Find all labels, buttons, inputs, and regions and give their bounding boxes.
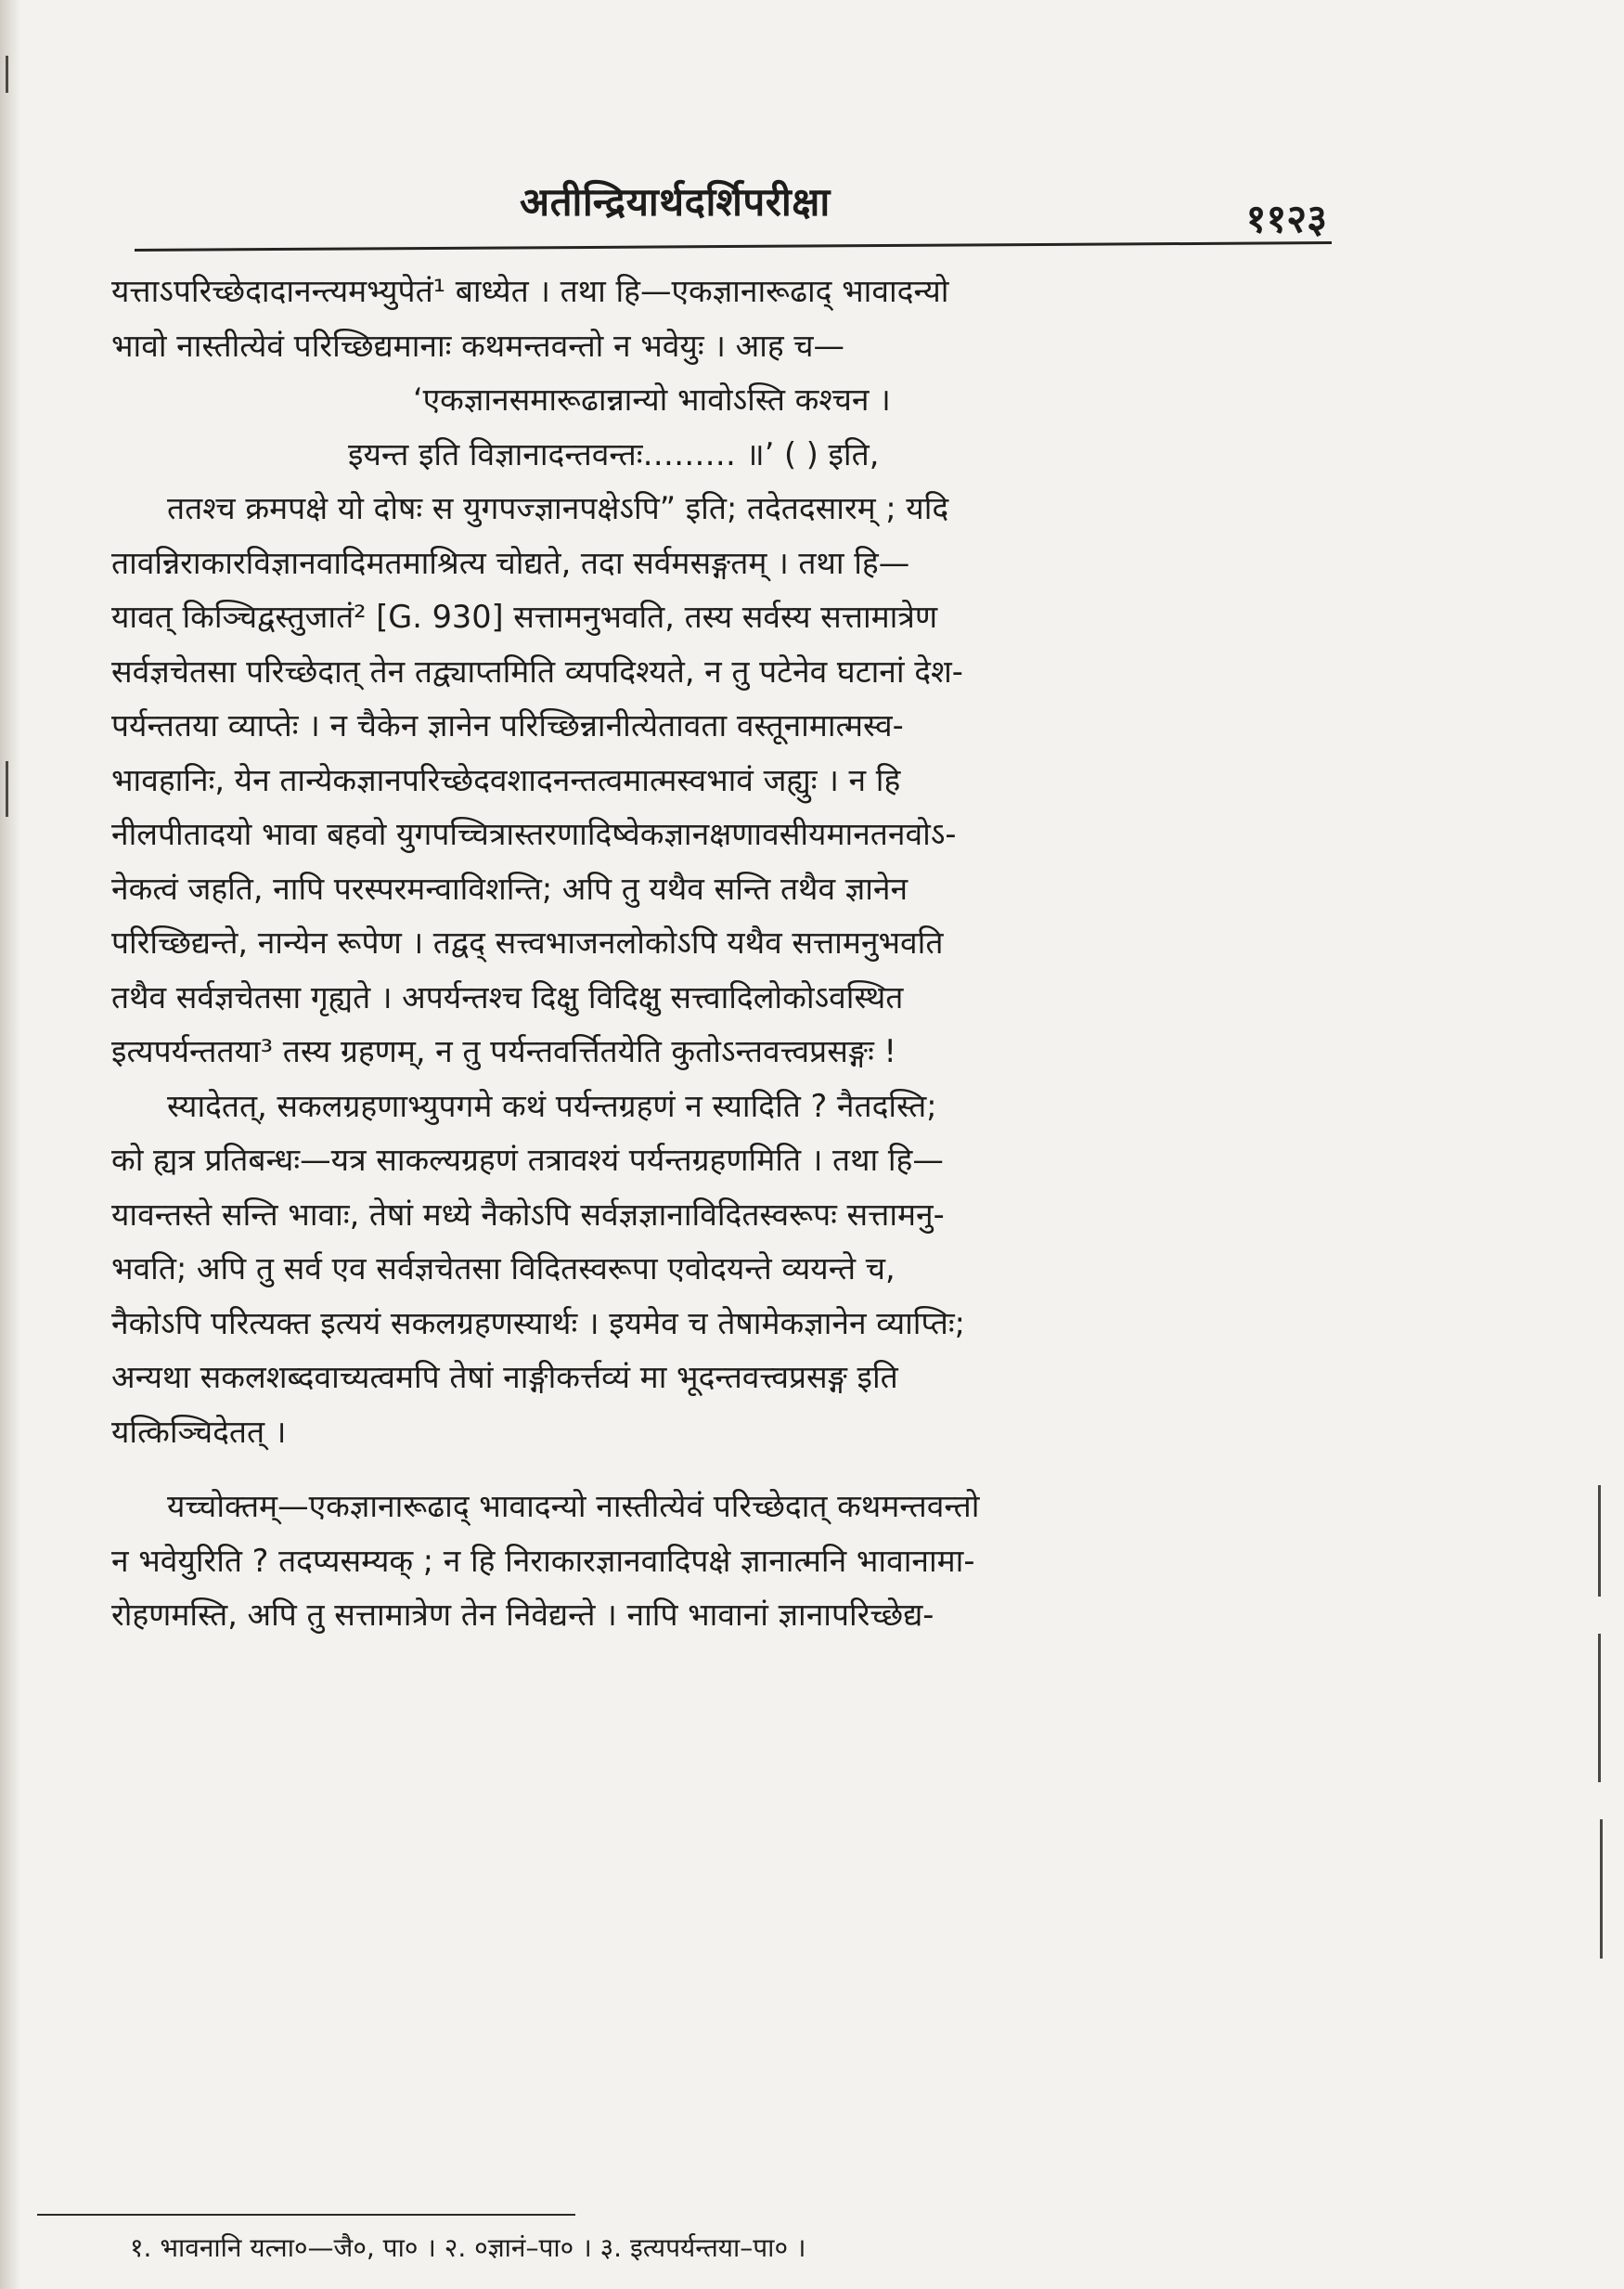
body-text <box>111 265 1267 1643</box>
text-line: नेकत्वं जहति, नापि परस्परमन्वाविशन्ति; अपि तु यथैव सन्ति तथैव ज्ञानेन <box>111 870 909 907</box>
running-header-title: अतीन्द्रियार्थदर्शिपरीक्षा <box>520 179 831 225</box>
text-line: यत्किञ्चिदेतत् । <box>111 1413 287 1450</box>
text-line: नीलपीतादयो भावा बहवो युगपच्चित्रास्तरणादिष्वेकज्ञानक्षणावसीयमानतनवोऽ- <box>111 816 957 852</box>
text-line: को ह्यत्र प्रतिबन्धः—यत्र साकल्यग्रहणं तत्रावश्यं पर्यन्तग्रहणमिति । तथा हि— <box>111 1142 944 1178</box>
text-line: अन्यथा सकलशब्दवाच्यत्वमपि तेषां नाङ्गीकर्त्तव्यं मा भूदन्तवत्त्वप्रसङ्ग इति <box>111 1359 898 1395</box>
text-line: इत्यपर्यन्ततया³ तस्य ग्रहणम्, न तु पर्यन्तवर्त्तितयेति कुतोऽन्तवत्त्वप्रसङ्गः ! <box>111 1033 896 1069</box>
text-line: यावन्तस्ते सन्ति भावाः, तेषां मध्ये नैकोऽपि सर्वज्ञज्ञानाविदितस्वरूपः सत्तामनु- <box>111 1196 945 1233</box>
text-line: भावहानिः, येन तान्येकज्ञानपरिच्छेदवशादनन्तत्वमात्मस्वभावं जह्युः । न हि <box>111 761 901 798</box>
verse-line: ‘एकज्ञानसमारूढान्नान्यो भावोऽस्ति कश्चन । <box>413 382 891 418</box>
text-line: यत्ताऽपरिच्छेदादानन्त्यमभ्युपेतं¹ बाध्येत । तथा हि—एकज्ञानारूढाद् भावादन्यो <box>111 273 949 309</box>
text-line: ततश्च क्रमपक्षे यो दोषः स युगपज्ज्ञानपक्षेऽपि” इति; तदेतदसारम् ; यदि <box>167 490 949 526</box>
text-line: भावो नास्तीत्येवं परिच्छिद्यमानाः कथमन्तवन्तो न भवेयुः । आह च— <box>111 327 845 364</box>
header-rule <box>135 241 1332 252</box>
page-binding-edge <box>0 0 20 2289</box>
scan-margin-mark <box>6 761 8 817</box>
text-line: परिच्छिद्यन्ते, नान्येन रूपेण । तद्वद् सत्त्वभाजनलोकोऽपि यथैव सत्तामनुभवति <box>111 925 944 961</box>
text-line: तावन्निराकारविज्ञानवादिमतमाश्रित्य चोद्यते, तदा सर्वमसङ्गतम् । तथा हि— <box>111 544 910 581</box>
text-line: भवति; अपि तु सर्व एव सर्वज्ञचेतसा विदितस्वरूपा एवोदयन्ते व्ययन्ते च, <box>111 1250 896 1287</box>
scan-margin-mark <box>1600 1819 1603 1959</box>
text-line: नैकोऽपि परित्यक्त इत्ययं सकलग्रहणस्यार्थः । इयमेव च तेषामेकज्ञानेन व्याप्तिः; <box>111 1304 965 1341</box>
text-line: यावत् किञ्चिद्वस्तुजातं² [G. 930] सत्तामनुभवति, तस्य सर्वस्य सत्तामात्रेण <box>111 599 938 635</box>
text-line: न भवेयुरिति ? तदप्यसम्यक् ; न हि निराकारज्ञानवादिपक्षे ज्ञानात्मनि भावानामा- <box>111 1542 975 1579</box>
footnote-rule <box>37 2214 575 2216</box>
footnotes: १. भावनानि यत्ना०—जै०, पा० । २. ०ज्ञानं–पा० । ३. इत्यपर्यन्तया–पा० । <box>130 2232 806 2263</box>
scan-margin-mark <box>1598 1485 1601 1597</box>
verse-line: इयन्त इति विज्ञानादन्तवन्तः……… ॥’ ( ) इति, <box>348 435 880 472</box>
text-line: रोहणमस्ति, अपि तु सत्तामात्रेण तेन निवेद्यन्ते । नापि भावानां ज्ञानापरिच्छेद्य- <box>111 1597 934 1633</box>
scan-margin-mark <box>1598 1634 1601 1782</box>
page-number: ११२३ <box>1245 196 1327 241</box>
text-line: तथैव सर्वज्ञचेतसा गृह्यते । अपर्यन्तश्च दिक्षु विदिक्षु सत्त्वादिलोकोऽवस्थित <box>111 978 904 1015</box>
scan-margin-mark <box>6 56 8 93</box>
text-line: पर्यन्ततया व्याप्तेः । न चैकेन ज्ञानेन परिच्छिन्नानीत्येतावता वस्तूनामात्मस्व- <box>111 707 904 744</box>
text-line: सर्वज्ञचेतसा परिच्छेदात् तेन तद्व्याप्तमिति व्यपदिश्यते, न तु पटेनेव घटानां देश- <box>111 653 963 690</box>
text-line: यच्चोक्तम्—एकज्ञानारूढाद् भावादन्यो नास्तीत्येवं परिच्छेदात् कथमन्तवन्तो <box>167 1488 980 1524</box>
text-line: स्यादेतत्, सकलग्रहणाभ्युपगमे कथं पर्यन्तग्रहणं न स्यादिति ? नैतदस्ति; <box>167 1087 937 1124</box>
